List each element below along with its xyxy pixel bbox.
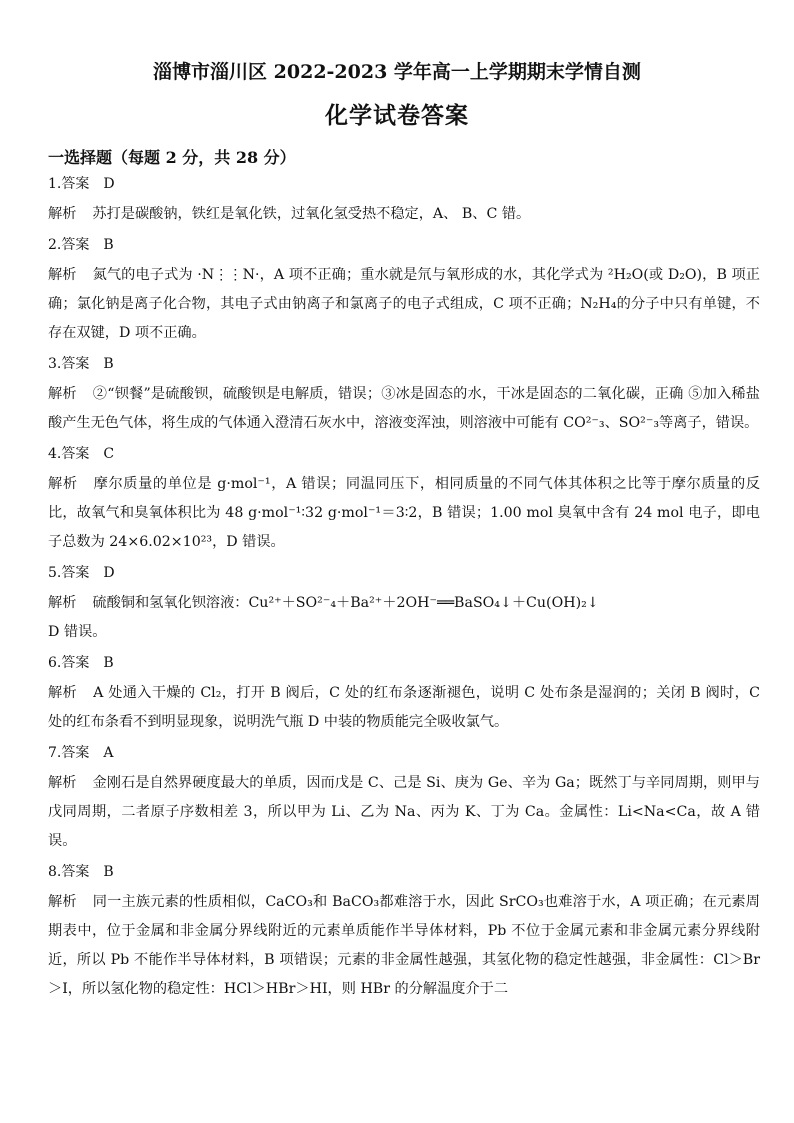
analysis-body: 同一主族元素的性质相似，CaCO₃和 BaCO₃都难溶于水，因此 SrCO₃也难溶于水，A 项正确；在元素周期表中，位于金属和非金属分界线附近的元素单质能作半导体材料，Pb 不位于金属元素和非金属元素分界线附近，所以 Pb 不能作半导体材料，B 项错误；元素的非金属性越强，其氢化物的稳定性越强，非金属性：Cl＞Br＞I，所以氢化物的稳定性：HCl＞HBr＞HI，则 HBr 的分解温度介于二 — [48, 894, 760, 997]
answer-value: B — [103, 864, 114, 880]
analysis-body: 苏打是碳酸钠，铁红是氧化铁，过氧化氢受热不稳定，A、 B、C 错。 — [92, 206, 531, 222]
answer-value: C — [103, 446, 115, 462]
analysis-label: 解析 — [48, 894, 77, 910]
question-number: 3. — [48, 356, 62, 372]
answer-value: B — [103, 237, 114, 253]
question-number: 7. — [48, 745, 62, 761]
analysis-label: 解析 — [48, 685, 78, 701]
question-item — [48, 561, 760, 647]
question-item — [48, 352, 760, 438]
answer-label: 答案 — [61, 356, 90, 372]
question-item — [48, 442, 760, 557]
question-item — [48, 741, 760, 856]
analysis-body: 摩尔质量的单位是 g·mol⁻¹，A 错误；同温同压下，相同质量的不同气体其体积之比等于摩尔质量的反比，故氧气和臭氧体积比为 48 g·mol⁻¹∶32 g·mol⁻¹＝3∶2，B 错误；1.00 mol 臭氧中含有 24 mol 电子，即电子总数为 24×6.02×10²³，D 错误。 — [48, 476, 760, 550]
analysis-text — [48, 380, 760, 438]
answer-label: 答案 — [61, 446, 90, 462]
answer-label: 答案 — [61, 176, 90, 192]
analysis-extra: D 错误。 — [48, 624, 107, 640]
answer-line — [48, 442, 760, 466]
answer-value: D — [103, 176, 115, 192]
analysis-label: 解析 — [48, 595, 77, 611]
analysis-text — [48, 888, 760, 1004]
analysis-body: 硫酸铜和氢氧化钡溶液：Cu²⁺＋SO²⁻₄＋Ba²⁺＋2OH⁻══BaSO₄↓＋Cu(OH)₂↓ — [92, 595, 599, 611]
answer-label: 答案 — [61, 655, 90, 671]
page-subtitle: 化学试卷答案 — [325, 102, 469, 129]
analysis-body: ②“钡餐”是硫酸钡，硫酸钡是电解质，错误；③冰是固态的水，干冰是固态的二氧化碳，正确 ⑤加入稀盐酸产生无色气体，将生成的气体通入澄清石灰水中，溶液变浑浊，则溶液中可能有 CO²⁻₃、SO²⁻₃等离子，错误。 — [48, 386, 760, 431]
answer-value: A — [103, 745, 114, 761]
analysis-body: 金刚石是自然界硬度最大的单质，因而戊是 C、己是 Si、庚为 Ge、辛为 Ga；既然丁与辛同周期，则甲与戊同周期，二者原子序数相差 3，所以甲为 Li、乙为 Na、丙为 K、丁为 Ca。金属性：Li<Na<Ca，故 A 错误。 — [48, 775, 760, 849]
analysis-text — [48, 589, 760, 647]
answer-line — [48, 172, 760, 196]
analysis-label: 解析 — [48, 775, 77, 791]
analysis-text — [48, 200, 760, 229]
answer-label: 答案 — [61, 745, 90, 761]
analysis-text — [48, 769, 760, 856]
answer-value: D — [103, 565, 115, 581]
analysis-label: 解析 — [48, 476, 78, 492]
question-item — [48, 860, 760, 1004]
analysis-label: 解析 — [48, 206, 77, 222]
question-number: 5. — [48, 565, 62, 581]
analysis-body: A 处通入干燥的 Cl₂，打开 B 阀后，C 处的红布条逐渐褪色，说明 C 处布条是湿润的；关闭 B 阀时，C 处的红布条看不到明显现象，说明洗气瓶 D 中装的物质能完全吸收氯气。 — [48, 685, 760, 730]
question-number: 6. — [48, 655, 62, 671]
analysis-text — [48, 261, 760, 348]
question-number: 8. — [48, 864, 62, 880]
answer-line — [48, 860, 760, 884]
analysis-text — [48, 679, 760, 737]
analysis-body: 氮气的电子式为 ·N⋮⋮N·，A 项不正确；重水就是氘与氧形成的水，其化学式为 ²H₂O(或 D₂O)，B 项正确；氯化钠是离子化合物，其电子式由钠离子和氯离子的电子式组成，C 项不正确；N₂H₄的分子中只有单键，不存在双键，D 项不正确。 — [48, 267, 760, 341]
question-number: 4. — [48, 446, 62, 462]
answer-value: B — [103, 356, 114, 372]
question-number: 2. — [48, 237, 62, 253]
section-title: 一选择题（每题 2 分，共 28 分） — [48, 148, 296, 167]
answer-line — [48, 561, 760, 585]
analysis-label: 解析 — [48, 267, 77, 283]
answer-label: 答案 — [61, 237, 90, 253]
page-title: 淄博市淄川区 2022-2023 学年高一上学期期末学情自测 — [153, 61, 641, 83]
answer-line — [48, 233, 760, 257]
question-item — [48, 233, 760, 348]
question-number: 1. — [48, 176, 62, 192]
analysis-label: 解析 — [48, 386, 77, 402]
answer-line — [48, 741, 760, 765]
answer-label: 答案 — [61, 864, 90, 880]
answer-list — [48, 172, 760, 1008]
analysis-text — [48, 470, 760, 557]
answer-value: B — [103, 655, 114, 671]
question-item — [48, 651, 760, 737]
question-item — [48, 172, 760, 229]
answer-line — [48, 651, 760, 675]
answer-line — [48, 352, 760, 376]
answer-label: 答案 — [61, 565, 90, 581]
